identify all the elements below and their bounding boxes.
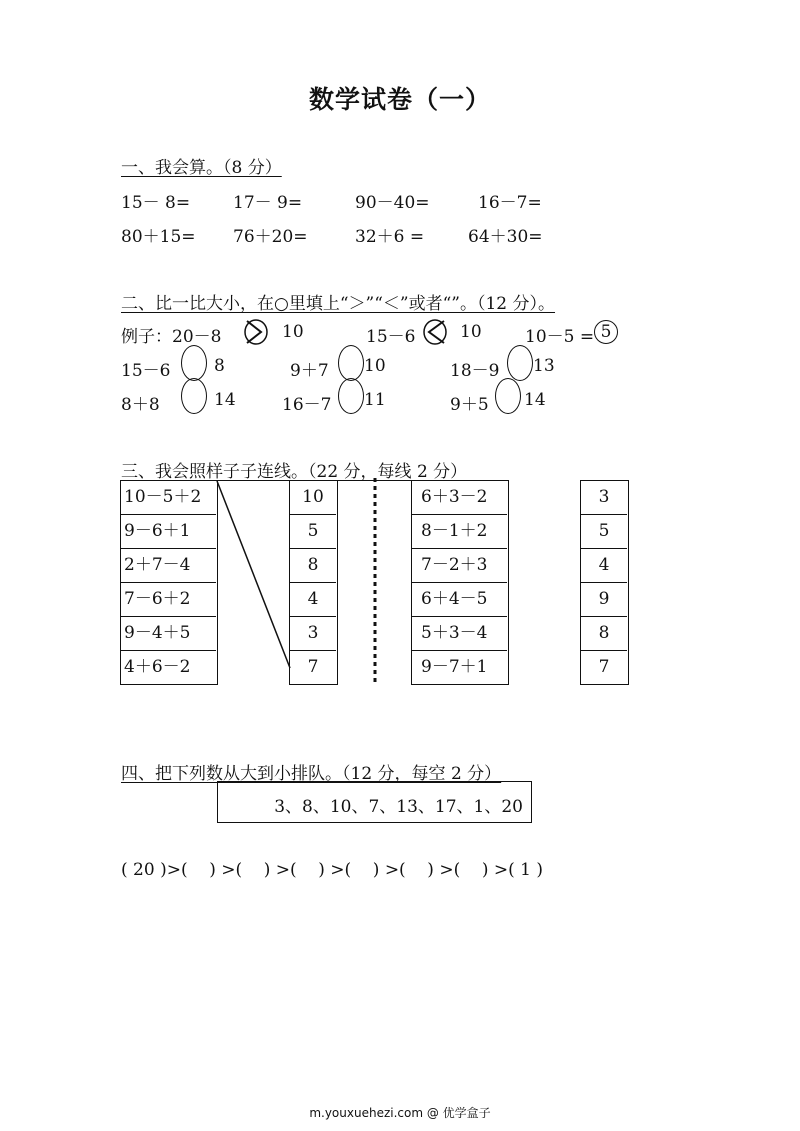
compare-left: 8＋8	[121, 395, 160, 415]
compare-right: 13	[533, 356, 555, 376]
right-value-column	[580, 480, 629, 685]
answer-circle[interactable]	[338, 378, 364, 414]
calc-item: 16－7=	[478, 193, 542, 213]
value-cell: 5	[290, 514, 336, 548]
example-right: 10	[282, 322, 304, 342]
expression-cell: 4＋6－2	[121, 650, 216, 684]
section-1-heading: 一、我会算。（8 分）	[121, 158, 282, 178]
example-left: 10－5 =	[525, 327, 595, 347]
calc-item: 17－ 9=	[233, 193, 303, 213]
ordering-answer-line: ( 20 )>( ) >( ) >( ) >( ) >( ) >( ) >( 1 )	[121, 860, 544, 880]
footer-watermark: m.youxuehezi.com @ 优学盒子	[309, 1106, 491, 1120]
value-cell: 3	[290, 616, 336, 650]
value-cell: 3	[598, 487, 610, 507]
compare-left: 16－7	[282, 395, 332, 415]
calc-item: 90－40=	[355, 193, 430, 213]
section-4-heading: 四、把下列数从大到小排队。（12 分，每空 2 分）	[121, 764, 502, 784]
expression-cell: 7－6＋2	[121, 582, 216, 616]
compare-left: 15－6	[121, 361, 171, 381]
number-list-box	[217, 781, 532, 823]
example-left: 15－6	[366, 327, 416, 347]
expression-cell: 5＋3－4	[412, 616, 507, 650]
expression-cell: 6＋4－5	[412, 582, 507, 616]
value-cell: 8	[581, 616, 627, 650]
expression-cell: 6＋3－2	[421, 487, 488, 507]
less-than-circle-icon	[421, 318, 451, 346]
calc-item: 64＋30=	[468, 227, 543, 247]
dotted-divider	[370, 478, 380, 688]
expression-cell: 9－4＋5	[121, 616, 216, 650]
answer-circle[interactable]	[507, 345, 533, 381]
compare-left: 18－9	[450, 361, 500, 381]
value-cell: 7	[581, 650, 627, 684]
calc-item: 32＋6 =	[355, 227, 425, 247]
left-expression-column	[120, 480, 218, 685]
circle-value: 5	[600, 322, 612, 342]
calc-item: 15－ 8=	[121, 193, 191, 213]
calc-item: 76＋20=	[233, 227, 308, 247]
left-value-column	[289, 480, 338, 685]
compare-right: 14	[214, 390, 236, 410]
value-cell: 5	[581, 514, 627, 548]
example-label: 例子：20－8	[121, 327, 222, 347]
compare-left: 9＋7	[290, 361, 329, 381]
expression-cell: 9－6＋1	[121, 514, 216, 548]
number-list: 3、8、10、7、13、17、1、20	[274, 797, 523, 817]
section-3-heading: 三、我会照样子子连线。（22 分，每线 2 分）	[121, 462, 468, 482]
value-cell: 10	[302, 487, 324, 507]
expression-cell: 7－2＋3	[412, 548, 507, 582]
expression-cell: 2＋7－4	[121, 548, 216, 582]
answer-circle[interactable]	[181, 378, 207, 414]
value-cell: 8	[290, 548, 336, 582]
expression-cell: 8－1＋2	[412, 514, 507, 548]
answer-circle[interactable]	[338, 345, 364, 381]
example-right: 10	[460, 322, 482, 342]
compare-right: 14	[524, 390, 546, 410]
value-cell: 9	[581, 582, 627, 616]
answer-circle[interactable]	[495, 378, 521, 414]
value-cell: 4	[581, 548, 627, 582]
expression-cell: 9－7＋1	[412, 650, 507, 684]
compare-right: 8	[214, 356, 225, 376]
page-title: 数学试卷（一）	[308, 85, 491, 114]
calc-item: 80＋15=	[121, 227, 196, 247]
value-cell: 7	[290, 650, 336, 684]
value-cell: 4	[290, 582, 336, 616]
compare-right: 11	[364, 390, 386, 410]
answer-circle[interactable]	[181, 345, 207, 381]
section-2-heading: 二、比一比大小，在○里填上“＞”“＜”或者“”。（12 分）。	[121, 294, 556, 314]
example-connecting-line	[216, 480, 292, 685]
compare-right: 10	[364, 356, 386, 376]
greater-than-circle-icon	[242, 318, 272, 346]
right-expression-column	[411, 480, 509, 685]
expression-cell: 10－5＋2	[124, 487, 202, 507]
compare-left: 9＋5	[450, 395, 489, 415]
